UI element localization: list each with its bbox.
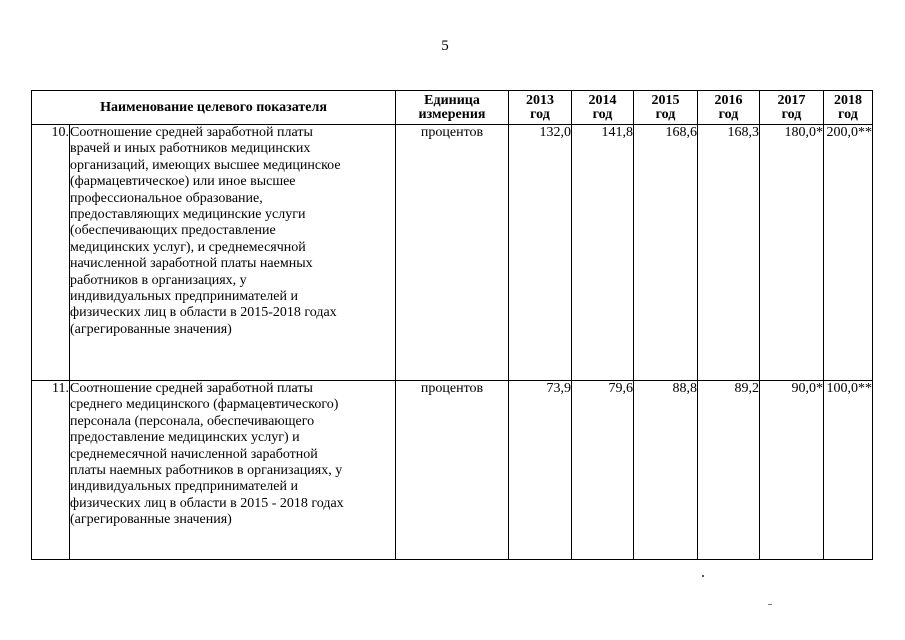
header-unit-line2: измерения [418,106,486,122]
value-2015: 88,8 [634,381,698,560]
value-2013: 73,9 [509,381,572,560]
scan-speck [768,604,772,605]
page-number: 5 [441,38,449,54]
row-index: 11. [32,381,70,560]
value-2015: 168,6 [634,125,698,381]
header-unit [396,91,509,125]
value-2016: 168,3 [698,125,760,381]
value-2017: 90,0* [760,381,824,560]
scan-speck [702,575,704,577]
table-header-row [32,91,873,125]
value-2016: 89,2 [698,381,760,560]
value-2017: 180,0* [760,125,824,381]
value-2014: 79,6 [572,381,634,560]
value-2018: 200,0** [824,125,873,381]
header-indicator-name: Наименование целевого показателя [32,91,396,125]
unit-cell: процентов [396,381,509,560]
header-year-2016: 2016 год [698,91,760,125]
row-index: 10. [32,125,70,381]
table-row [32,125,873,381]
indicators-table [31,90,873,560]
header-year-2015: 2015 год [634,91,698,125]
indicator-name: Соотношение средней заработной платы врачей и иных работников медицинских организаций, имеющих высшее медицинское (фармацевтическое) или иное высшее профессиональное образование, предоставляющих медицинские услуги (обеспечивающих предоставление медицинских услуг), и среднемесячной начисленной заработной платы наемных работников в организациях, у индивидуальных предпринимателей и физических лиц в области в 2015-2018 годах (агрегированные значения) [70,125,396,381]
unit-cell: процентов [396,125,509,381]
value-2014: 141,8 [572,125,634,381]
indicator-name: Соотношение средней заработной платы среднего медицинского (фармацевтического) персонала (персонала, обеспечивающего предоставление медицинских услуг) и среднемесячной начисленной заработной платы наемных работников в организациях, у индивидуальных предпринимателей и физических лиц в области в 2015 - 2018 годах (агрегированные значения) [70,381,396,560]
header-year-2014: 2014 год [572,91,634,125]
value-2018: 100,0** [824,381,873,560]
table-row [32,381,873,560]
header-year-2017: 2017 год [760,91,824,125]
value-2013: 132,0 [509,125,572,381]
header-year-2018: 2018 год [824,91,873,125]
header-year-2013: 2013 год [509,91,572,125]
header-unit-line1: Единица [424,92,480,108]
